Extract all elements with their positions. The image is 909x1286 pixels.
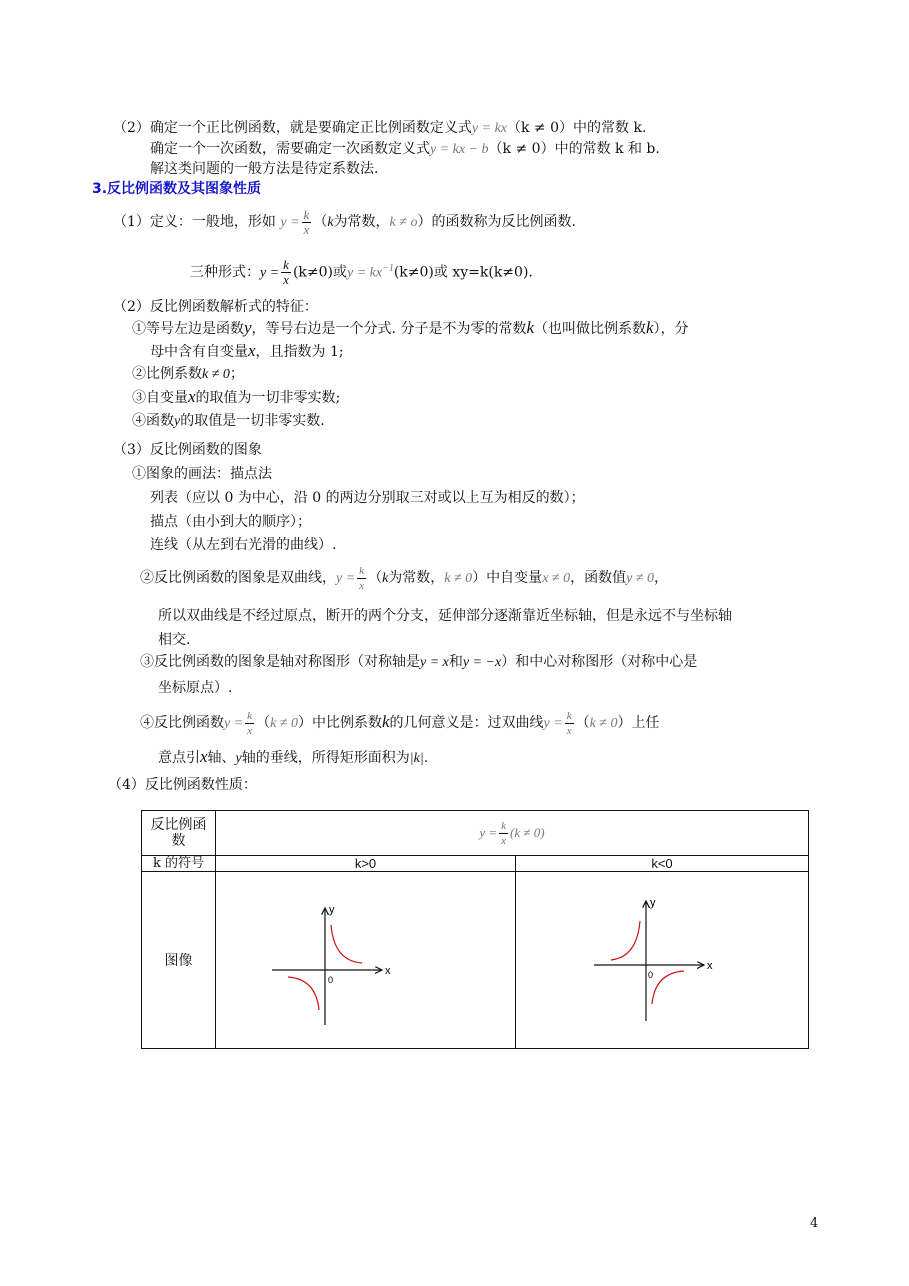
function-formula-cell: y = $\frac{k}{x}$ (k ≠ 0) bbox=[216, 811, 809, 856]
item2-line2: 确定一个一次函数，需要确定一次函数定义式y = kx − b（k ≠ 0）中的常数 k 和 b. bbox=[150, 141, 660, 157]
section3-title: 3.反比例函数及其图象性质 bbox=[92, 181, 262, 197]
graph-k-negative-cell bbox=[516, 872, 809, 1049]
k-over-x-fraction: $\frac{k}{x}$ bbox=[566, 709, 572, 737]
hyperbola-branch-q4 bbox=[652, 971, 684, 1004]
item2-line3: 解这类问题的一般方法是待定系数法. bbox=[150, 161, 379, 177]
k-over-x-fraction: $\frac{k}{x}$ bbox=[247, 709, 253, 737]
definition-line: （1）定义：一般地，形如 y = $\frac{k}{x}$ （k为常数，k ≠ o）的函数称为反比例函数. bbox=[113, 206, 576, 237]
graph-point-3: ③反比例函数的图象是轴对称图形（对称轴是y = x和y = −x）和中心对称图形（对称中心是 bbox=[140, 654, 698, 670]
origin-label: 0 bbox=[648, 969, 654, 980]
feature-4: ④函数y的取值是一切非零实数. bbox=[132, 413, 325, 429]
k-over-x-fraction: $\frac{k}{x}$ bbox=[303, 206, 310, 237]
graph-plot-step: 描点（由小到大的顺序）； bbox=[150, 514, 311, 530]
x-axis-label: x bbox=[707, 959, 713, 972]
item2-line1: （2）确定一个正比例函数，就是要确定正比例函数定义式y = kx（k ≠ 0）中的常数 k. bbox=[113, 120, 647, 136]
page-number: 4 bbox=[810, 1216, 819, 1231]
k-over-x-fraction: $\frac{k}{x}$ bbox=[501, 819, 507, 847]
k-negative-cell: k<0 bbox=[516, 856, 809, 872]
graph-list-step: 列表（应以 0 为中心，沿 0 的两边分别取三对或以上互为相反的数）； bbox=[150, 490, 585, 506]
feature-1: ①等号左边是函数y，等号右边是一个分式. 分子是不为零的常数k（也叫做比例系数k），分 bbox=[132, 318, 689, 337]
y-axis-label: y bbox=[650, 896, 656, 909]
hyperbola-branch-q1 bbox=[331, 925, 362, 963]
k-positive-cell: k>0 bbox=[216, 856, 516, 872]
origin-label: 0 bbox=[328, 974, 334, 985]
properties-title: （4）反比例函数性质： bbox=[108, 777, 257, 793]
graph-k-positive-cell bbox=[216, 872, 516, 1049]
features-title: （2）反比例函数解析式的特征： bbox=[113, 299, 318, 315]
graph-point-4: ④反比例函数y = $\frac{k}{x}$ （k ≠ 0）中比例系数k的几何意义是：过双曲线y = $\frac{k}{x}$ （k ≠ 0）上任 bbox=[140, 709, 660, 737]
graph-connect-step: 连线（从左到右光滑的曲线）. bbox=[150, 537, 337, 553]
graph-point-2-line2: 所以双曲线是不经过原点，断开的两个分支，延伸部分逐渐靠近坐标轴，但是永远不与坐标轴 bbox=[158, 608, 732, 624]
properties-table bbox=[141, 810, 809, 1049]
table-row bbox=[142, 811, 809, 856]
graph-point-2-line3: 相交. bbox=[158, 632, 191, 648]
graph-point-3-line2: 坐标原点）. bbox=[158, 680, 233, 696]
hyperbola-k-positive bbox=[216, 873, 515, 1048]
k-over-x-fraction: $\frac{k}{x}$ bbox=[283, 257, 289, 288]
graph-title: （3）反比例函数的图象 bbox=[113, 442, 262, 458]
table-row bbox=[142, 856, 809, 872]
hyperbola-branch-q2 bbox=[611, 921, 640, 960]
table-row bbox=[142, 872, 809, 1049]
row-label-function: 反比例函数 bbox=[142, 811, 216, 856]
feature-1-line2: 母中含有自变量x，且指数为 1; bbox=[150, 341, 344, 360]
graph-method: ①图象的画法：描点法 bbox=[132, 466, 272, 482]
hyperbola-branch-q3 bbox=[288, 977, 319, 1010]
x-axis-label: x bbox=[385, 964, 391, 977]
row-label-graph: 图像 bbox=[142, 872, 216, 1049]
three-forms-line: 三种形式：y = $\frac{k}{x}$ (k≠0)或$y = kx^{-1}(k\ne 0)$或 xy=k(k≠0). bbox=[190, 257, 533, 288]
row-label-k-sign: k 的符号 bbox=[142, 856, 216, 872]
hyperbola-k-negative bbox=[516, 873, 808, 1048]
feature-2: ②比例系数k ≠ 0； bbox=[132, 366, 244, 382]
graph-point-2: ②反比例函数的图象是双曲线，y = $\frac{k}{x}$ （k为常数，k ≠ 0）中自变量x ≠ 0，函数值y ≠ 0， bbox=[140, 564, 668, 592]
feature-3: ③自变量x的取值为一切非零实数; bbox=[132, 387, 341, 406]
graph-point-4-line2: 意点引x轴、y轴的垂线，所得矩形面积为|k|. bbox=[158, 747, 429, 766]
y-axis-label: y bbox=[329, 903, 335, 916]
k-over-x-fraction: $\frac{k}{x}$ bbox=[359, 564, 365, 592]
